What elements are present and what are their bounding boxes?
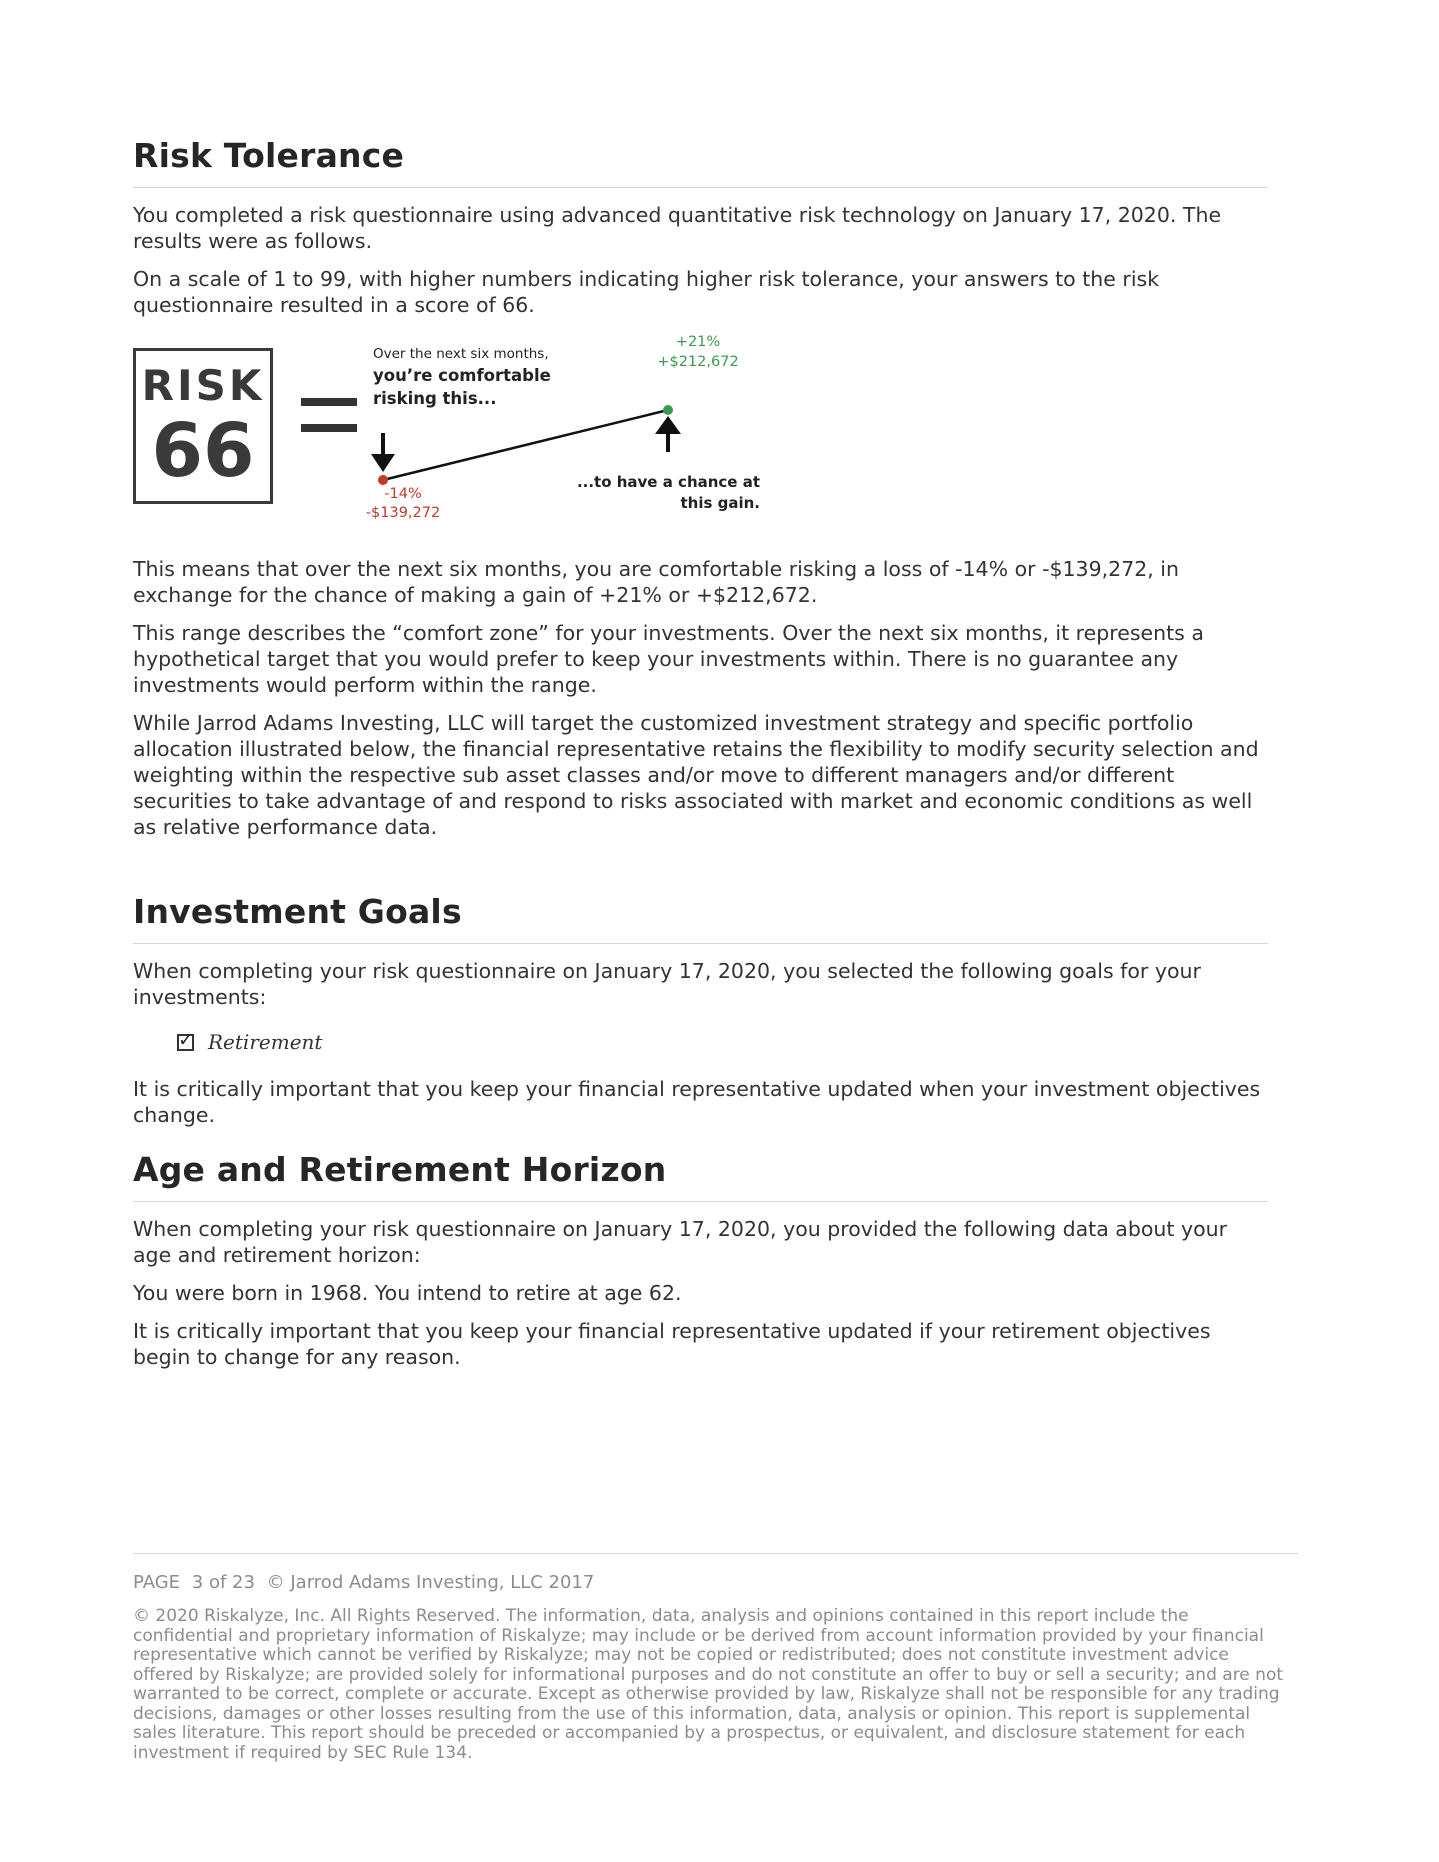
over-text: Over the next six months, (373, 346, 549, 362)
gain-amount-label: +$212,672 (657, 354, 739, 370)
gain-percent-label: +21% (675, 334, 721, 350)
risk-range-line (383, 410, 668, 480)
down-arrow-head-icon (371, 454, 395, 472)
risk-scale-text: On a scale of 1 to 99, with higher numbers indicating higher risk tolerance, your answers to the risk questionnaire resulted in a score of 66. (133, 267, 1160, 317)
loss-amount-label: -$139,272 (365, 505, 441, 521)
risk-word: RISK (141, 361, 265, 410)
gain-point (663, 405, 673, 415)
risk-tolerance-heading: Risk Tolerance (133, 136, 1268, 188)
investment-goals-section (133, 892, 1268, 1128)
footer-page-label: PAGE (133, 1572, 181, 1593)
loss-point (378, 475, 388, 485)
page-footer (133, 1553, 1298, 1763)
risk-intro-text: You completed a risk questionnaire using advanced quantitative risk technology on January 17, 2020. The results were as follows. (133, 203, 1222, 253)
age-data-text: You were born in 1968. You intend to retire at age 62. (133, 1281, 682, 1305)
risk-tolerance-section (133, 136, 1268, 852)
chance-text: ...to have a chance at this gain. (576, 473, 760, 512)
loss-percent-label: -14% (384, 486, 422, 502)
comfort-zone-text: This range describes the “comfort zone” for your investments. Over the next six months, it represents a hypothetical target that you would prefer to keep your investments within. There is no guarantee any investments would perform within the range. (133, 621, 1204, 697)
goal-label: Retirement (208, 1030, 323, 1054)
goals-note-text: It is critically important that you keep your financial representative updated when your investment objectives change. (133, 1077, 1261, 1127)
footer-page-line (133, 1572, 1298, 1593)
comfortable-text: you’re comfortable risking this... (373, 366, 551, 408)
goal-item (177, 1030, 1268, 1054)
footer-page-number: 3 of 23 (191, 1572, 255, 1593)
goals-intro-text: When completing your risk questionnaire on January 17, 2020, you selected the following goals for your investments: (133, 959, 1201, 1009)
investment-goals-heading: Investment Goals (133, 892, 1268, 944)
strategy-text: While Jarrod Adams Investing, LLC will target the customized investment strategy and specific portfolio allocation illustrated below, the financial representative retains the flexibility to modify security selection and weighting within the respective sub asset classes and/or move to different managers and/or different securities to take advantage of and respond to risks associated with market and economic conditions as well as relative performance data. (133, 711, 1259, 839)
risk-graphic (133, 334, 833, 540)
checked-checkbox-icon: ✓ (178, 1028, 194, 1051)
age-retirement-heading: Age and Retirement Horizon (133, 1150, 1268, 1202)
risk-meaning-text: This means that over the next six months, you are comfortable risking a loss of -14% or -$139,272, in exchange for the chance of making a gain of +21% or +$212,672. (133, 557, 1180, 607)
age-intro-text: When completing your risk questionnaire on January 17, 2020, you provided the following data about your age and retirement horizon: (133, 1217, 1228, 1267)
risk-score: 66 (151, 408, 255, 494)
footer-copyright: © Jarrod Adams Investing, LLC 2017 (266, 1572, 595, 1593)
age-note-text: It is critically important that you keep your financial representative updated if your retirement objectives begin to change for any reason. (133, 1319, 1211, 1369)
up-arrow-head-icon (655, 416, 681, 434)
footer-legal-text: © 2020 Riskalyze, Inc. All Rights Reserved. The information, data, analysis and opinions contained in this report include the confidential and proprietary information of Riskalyze; may include or be derived from account information provided by your financial representative which cannot be verified by Riskalyze; may not be copied or redistributed; does not constitute investment advice offered by Riskalyze; are provided solely for informational purposes and do not constitute an offer to buy or sell a security; and are not warranted to be correct, complete or accurate. Except as otherwise provided by law, Riskalyze shall not be responsible for any trading decisions, damages or other losses resulting from the use of this information, data, analysis or opinion. This report is supplemental sales literature. This report should be preceded or accompanied by a prospectus, or equivalent, and disclosure statement for each investment if required by SEC Rule 134. (133, 1606, 1284, 1763)
age-retirement-section (133, 1150, 1268, 1382)
